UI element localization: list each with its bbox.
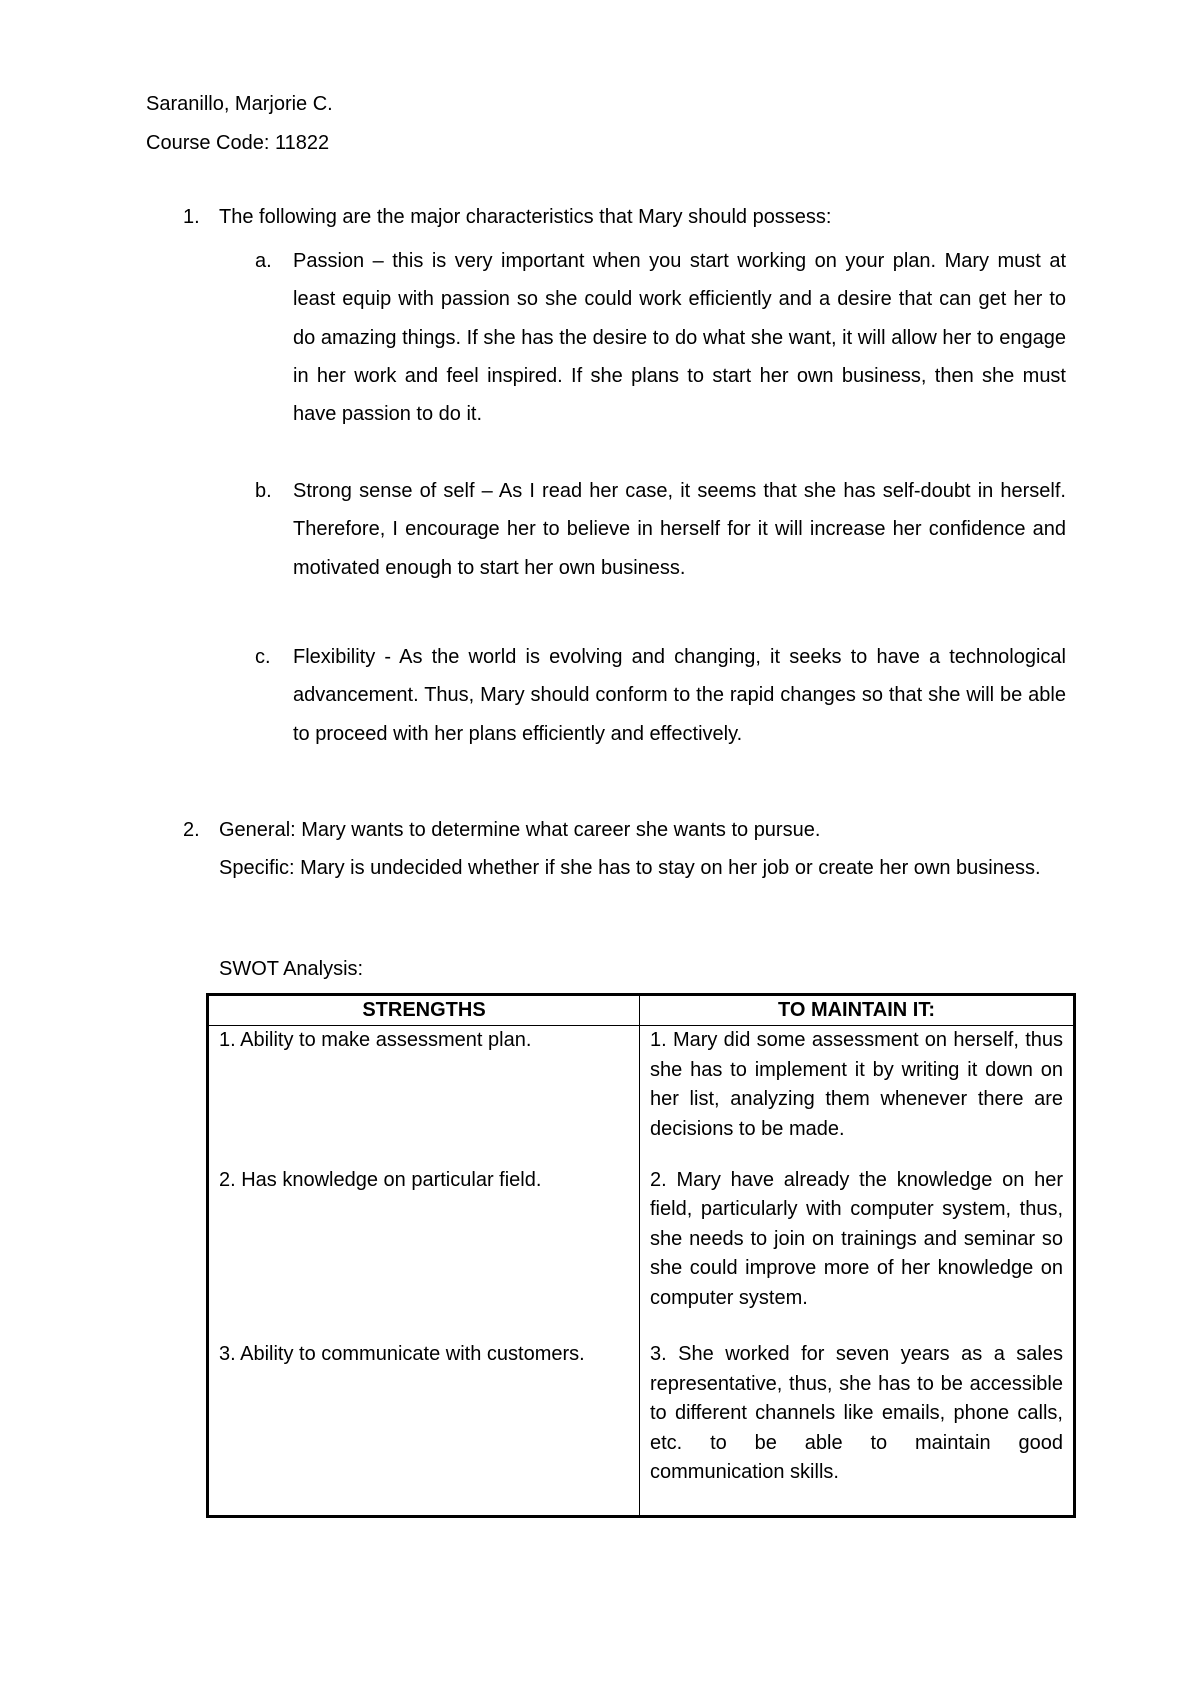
- swot-header-strengths: STRENGTHS: [208, 995, 640, 1026]
- swot-header-maintain: TO MAINTAIN IT:: [640, 995, 1075, 1026]
- q1-item-b-text: Strong sense of self – As I read her case, it seems that she has self-doubt in herself. Therefore, I encourage her to believe in herself for it will increase her confidence and motivated enough to start her own business.: [293, 480, 1066, 579]
- swot-strength-2: 2. Has knowledge on particular field.: [208, 1166, 640, 1340]
- author-name: Saranillo, Marjorie C.: [146, 93, 333, 115]
- q2-body: [219, 811, 1066, 888]
- table-row: [208, 1026, 1075, 1166]
- q2-general: General: Mary wants to determine what career she wants to pursue.: [219, 819, 821, 841]
- swot-header-row: [208, 995, 1075, 1026]
- q2-specific: Specific: Mary is undecided whether if she has to stay on her job or create her own business.: [219, 857, 1041, 880]
- course-code: Course Code: 11822: [146, 132, 330, 154]
- q1-item-a-letter: a.: [255, 250, 272, 272]
- q1-item-c-letter: c.: [255, 646, 271, 668]
- table-row: [208, 1166, 1075, 1340]
- q1-intro: The following are the major characteristics that Mary should possess:: [219, 206, 832, 228]
- swot-strength-3: 3. Ability to communicate with customers.: [208, 1340, 640, 1516]
- q1-number: 1.: [183, 206, 200, 228]
- swot-strength-1: 1. Ability to make assessment plan.: [208, 1026, 640, 1166]
- q1-item-a-text: Passion – this is very important when you start working on your plan. Mary must at least equip with passion so she could work efficiently and a desire that can get her to do amazing things. If she has the desire to do what she want, it will allow her to engage in her work and feel inspired. If she plans to start her own business, then she must have passion to do it.: [293, 250, 1066, 426]
- q1-item-c-text: Flexibility - As the world is evolving and changing, it seeks to have a technological advancement. Thus, Mary should conform to the rapid changes so that she will be able to proceed with her plans efficiently and effectively.: [293, 646, 1066, 745]
- q1-item-b-letter: b.: [255, 480, 272, 502]
- table-row: [208, 1340, 1075, 1516]
- swot-maintain-1: 1. Mary did some assessment on herself, thus she has to implement it by writing it down on her list, analyzing them whenever there are decisions to be made.: [650, 1029, 1063, 1140]
- swot-maintain-3: 3. She worked for seven years as a sales representative, thus, she has to be accessible to different channels like emails, phone calls, etc. to be able to maintain good communication skills.: [650, 1343, 1063, 1483]
- swot-table: [206, 993, 1076, 1518]
- swot-maintain-2: 2. Mary have already the knowledge on her field, particularly with computer system, thus, she needs to join on trainings and seminar so she could improve more of her knowledge on computer system.: [650, 1168, 1063, 1309]
- swot-label: SWOT Analysis:: [219, 958, 364, 980]
- q2-number: 2.: [183, 819, 200, 841]
